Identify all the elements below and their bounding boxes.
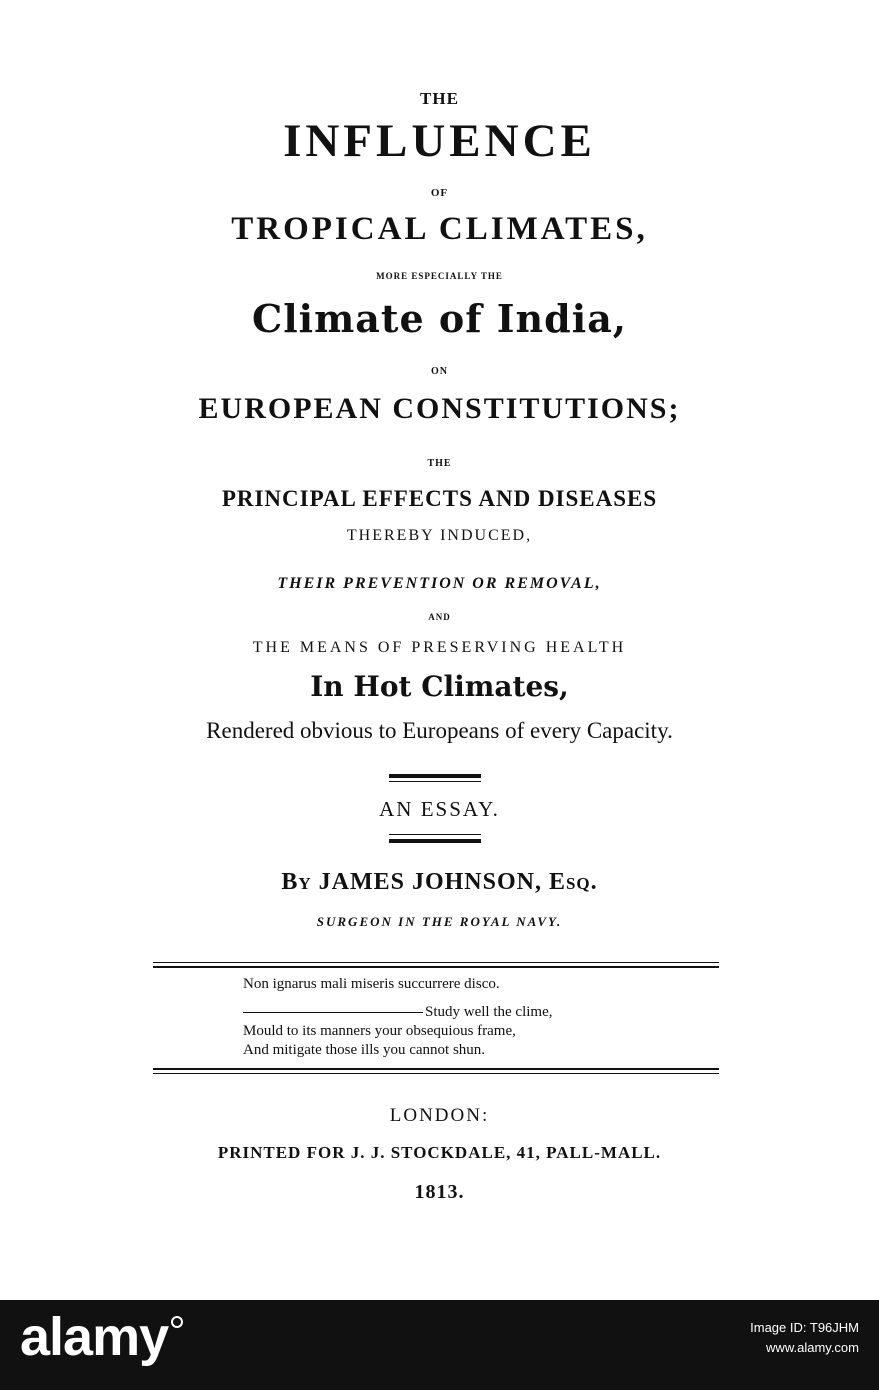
essay-label: AN ESSAY.: [379, 797, 500, 821]
watermark-site: www.alamy.com: [766, 1340, 859, 1356]
registered-mark-icon: [171, 1316, 183, 1328]
epigraph-bottom-rule-thin: [153, 1073, 719, 1074]
title-prevention: THEIR PREVENTION OR REMOVAL,: [277, 575, 602, 592]
essay-bottom-rule-thick: [389, 839, 481, 843]
epigraph-line-3: And mitigate those ills you cannot shun.: [243, 1042, 486, 1058]
title-means-of-preserving: THE MEANS OF PRESERVING HEALTH: [252, 639, 627, 656]
epigraph-dash: [243, 1012, 423, 1013]
epigraph-bottom-rule-thick: [153, 1068, 719, 1070]
imprint-city: LONDON:: [389, 1105, 490, 1126]
essay-top-rule-thick: [389, 774, 481, 778]
title-thereby-induced: THEREBY INDUCED,: [346, 527, 533, 544]
watermark-image-id: Image ID: T96JHM: [750, 1320, 859, 1335]
title-rendered-obvious: Rendered obvious to Europeans of every Capacity.: [206, 718, 673, 743]
watermark-id-block: [750, 1318, 859, 1358]
imprint-year: 1813.: [414, 1181, 465, 1203]
author-line: By JAMES JOHNSON, Esq.: [281, 869, 598, 895]
title-of: OF: [430, 187, 449, 199]
epigraph-top-rule-thick: [153, 966, 719, 968]
essay-bottom-rule-thin: [389, 834, 481, 835]
title-principal-effects: PRINCIPAL EFFECTS AND DISEASES: [221, 486, 658, 511]
epigraph-line-1-text: Study well the clime,: [425, 1004, 553, 1020]
epigraph-line-1: [243, 1005, 663, 1020]
title-influence: INFLUENCE: [283, 115, 596, 167]
epigraph-line-2: Mould to its manners your obsequious frame,: [243, 1023, 516, 1039]
title-the-second: THE: [427, 458, 452, 469]
title-european-constitutions: EUROPEAN CONSTITUTIONS;: [198, 392, 681, 425]
title-climate-of-india: Climate of India,: [251, 296, 628, 341]
epigraph-latin: Non ignarus mali miseris succurrere disco.: [243, 976, 500, 992]
title-more-especially: MORE ESPECIALLY THE: [376, 271, 503, 281]
essay-top-rule-thin: [389, 781, 481, 782]
title-and: AND: [428, 612, 451, 622]
imprint-printer: PRINTED FOR J. J. STOCKDALE, 41, PALL-MALL.: [217, 1143, 662, 1162]
title-tropical-climates: TROPICAL CLIMATES,: [231, 211, 648, 247]
author-title: SURGEON IN THE ROYAL NAVY.: [316, 914, 563, 929]
watermark-logo: [20, 1306, 183, 1368]
epigraph-top-rule-thin: [153, 962, 719, 963]
watermark-banner: [0, 1300, 879, 1390]
watermark-brand: alamy: [20, 1307, 169, 1367]
title-on: ON: [431, 366, 448, 377]
title-in-hot-climates: In Hot Climates,: [310, 670, 569, 703]
title-the: THE: [420, 89, 459, 108]
